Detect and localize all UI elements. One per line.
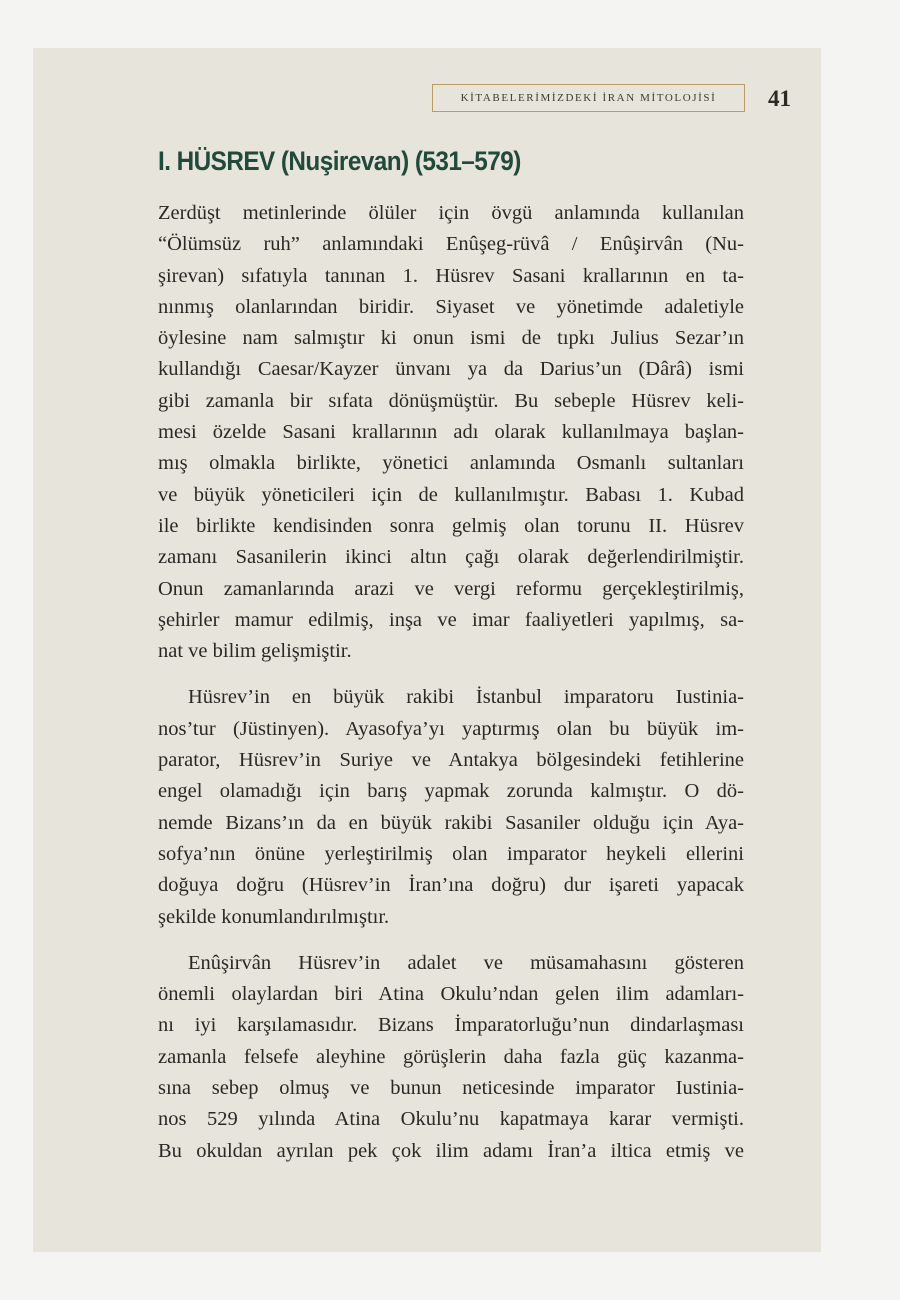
text-line: Bu okuldan ayrılan pek çok ilim adamı İran’a iltica etmiş ve	[158, 1139, 744, 1162]
paragraph-spacer	[158, 667, 744, 682]
text-line: zamanla felsefe aleyhine görüşlerin daha fazla güç kazanma-	[158, 1045, 744, 1068]
text-line: nı iyi karşılamasıdır. Bizans İmparatorluğu’nun dindarlaşması	[158, 1014, 744, 1037]
text-line: sofya’nın önüne yerleştirilmiş olan imparator heykeli ellerini	[158, 842, 744, 865]
section-heading: I. HÜSREV (Nuşirevan) (531–579)	[158, 146, 521, 176]
text-line: Hüsrev’in en büyük rakibi İstanbul imparatoru Iustinia-	[188, 686, 744, 709]
text-line: “Ölümsüz ruh” anlamındaki Enûşeg-rüvâ / Enûşirvân (Nu-	[158, 233, 744, 256]
text-line: doğuya doğru (Hüsrev’in İran’ına doğru) dur işareti yapacak	[158, 874, 744, 897]
text-line: Enûşirvân Hüsrev’in adalet ve müsamahasını gösteren	[188, 951, 744, 974]
text-line: öylesine nam salmıştır ki onun ismi de tıpkı Julius Sezar’ın	[158, 327, 744, 350]
page-number: 41	[768, 86, 791, 111]
text-line: şehirler mamur edilmiş, inşa ve imar faaliyetleri yapılmış, sa-	[158, 608, 744, 631]
text-line: Onun zamanlarında arazi ve vergi reformu gerçekleştirilmiş,	[158, 577, 744, 600]
paragraph-spacer	[158, 933, 744, 948]
text-line: parator, Hüsrev’in Suriye ve Antakya bölgesindeki fetihlerine	[158, 749, 744, 772]
text-line: nat ve bilim gelişmiştir.	[158, 640, 352, 663]
paragraph	[158, 948, 744, 1167]
text-line: şirevan) sıfatıyla tanınan 1. Hüsrev Sasani krallarının en ta-	[158, 264, 744, 287]
text-line: önemli olaylardan biri Atina Okulu’ndan gelen ilim adamları-	[158, 983, 744, 1006]
text-line: nos’tur (Jüstinyen). Ayasofya’yı yaptırmış olan bu büyük im-	[158, 717, 744, 740]
text-line: zamanı Sasanilerin ikinci altın çağı olarak değerlendirilmiştir.	[158, 546, 744, 569]
text-line: kullandığı Caesar/Kayzer ünvanı ya da Darius’un (Dârâ) ismi	[158, 358, 744, 381]
text-line: Zerdüşt metinlerinde ölüler için övgü anlamında kullanılan	[158, 202, 744, 224]
paragraph	[158, 198, 744, 667]
text-line: nemde Bizans’ın da en büyük rakibi Sasaniler olduğu için Aya-	[158, 811, 744, 834]
text-line: gibi zamanla bir sıfata dönüşmüştür. Bu sebeple Hüsrev keli-	[158, 389, 744, 412]
text-line: mış olmakla birlikte, yönetici anlamında Osmanlı sultanları	[158, 452, 744, 475]
text-line: sına sebep olmuş ve bunun neticesinde imparator Iustinia-	[158, 1077, 744, 1100]
text-line: mesi özelde Sasani krallarının adı olarak kullanılmaya başlan-	[158, 421, 744, 444]
text-line: ve büyük yöneticileri için de kullanılmıştır. Babası 1. Kubad	[158, 483, 744, 506]
text-line: engel olamadığı için barış yapmak zorunda kalmıştır. O dö-	[158, 780, 744, 803]
text-line: nınmış olanlarından biridir. Siyaset ve yönetimde adaletiyle	[158, 295, 744, 318]
text-line: ile birlikte kendisinden sonra gelmiş olan torunu II. Hüsrev	[158, 514, 744, 537]
body-text	[158, 198, 744, 1167]
text-line: şekilde konumlandırılmıştır.	[158, 905, 390, 928]
paragraph	[158, 682, 744, 932]
text-line: nos 529 yılında Atina Okulu’nu kapatmaya karar vermişti.	[158, 1108, 744, 1131]
running-header-title: KİTABELERİMİZDEKİ İRAN MİTOLOJİSİ	[432, 84, 745, 112]
